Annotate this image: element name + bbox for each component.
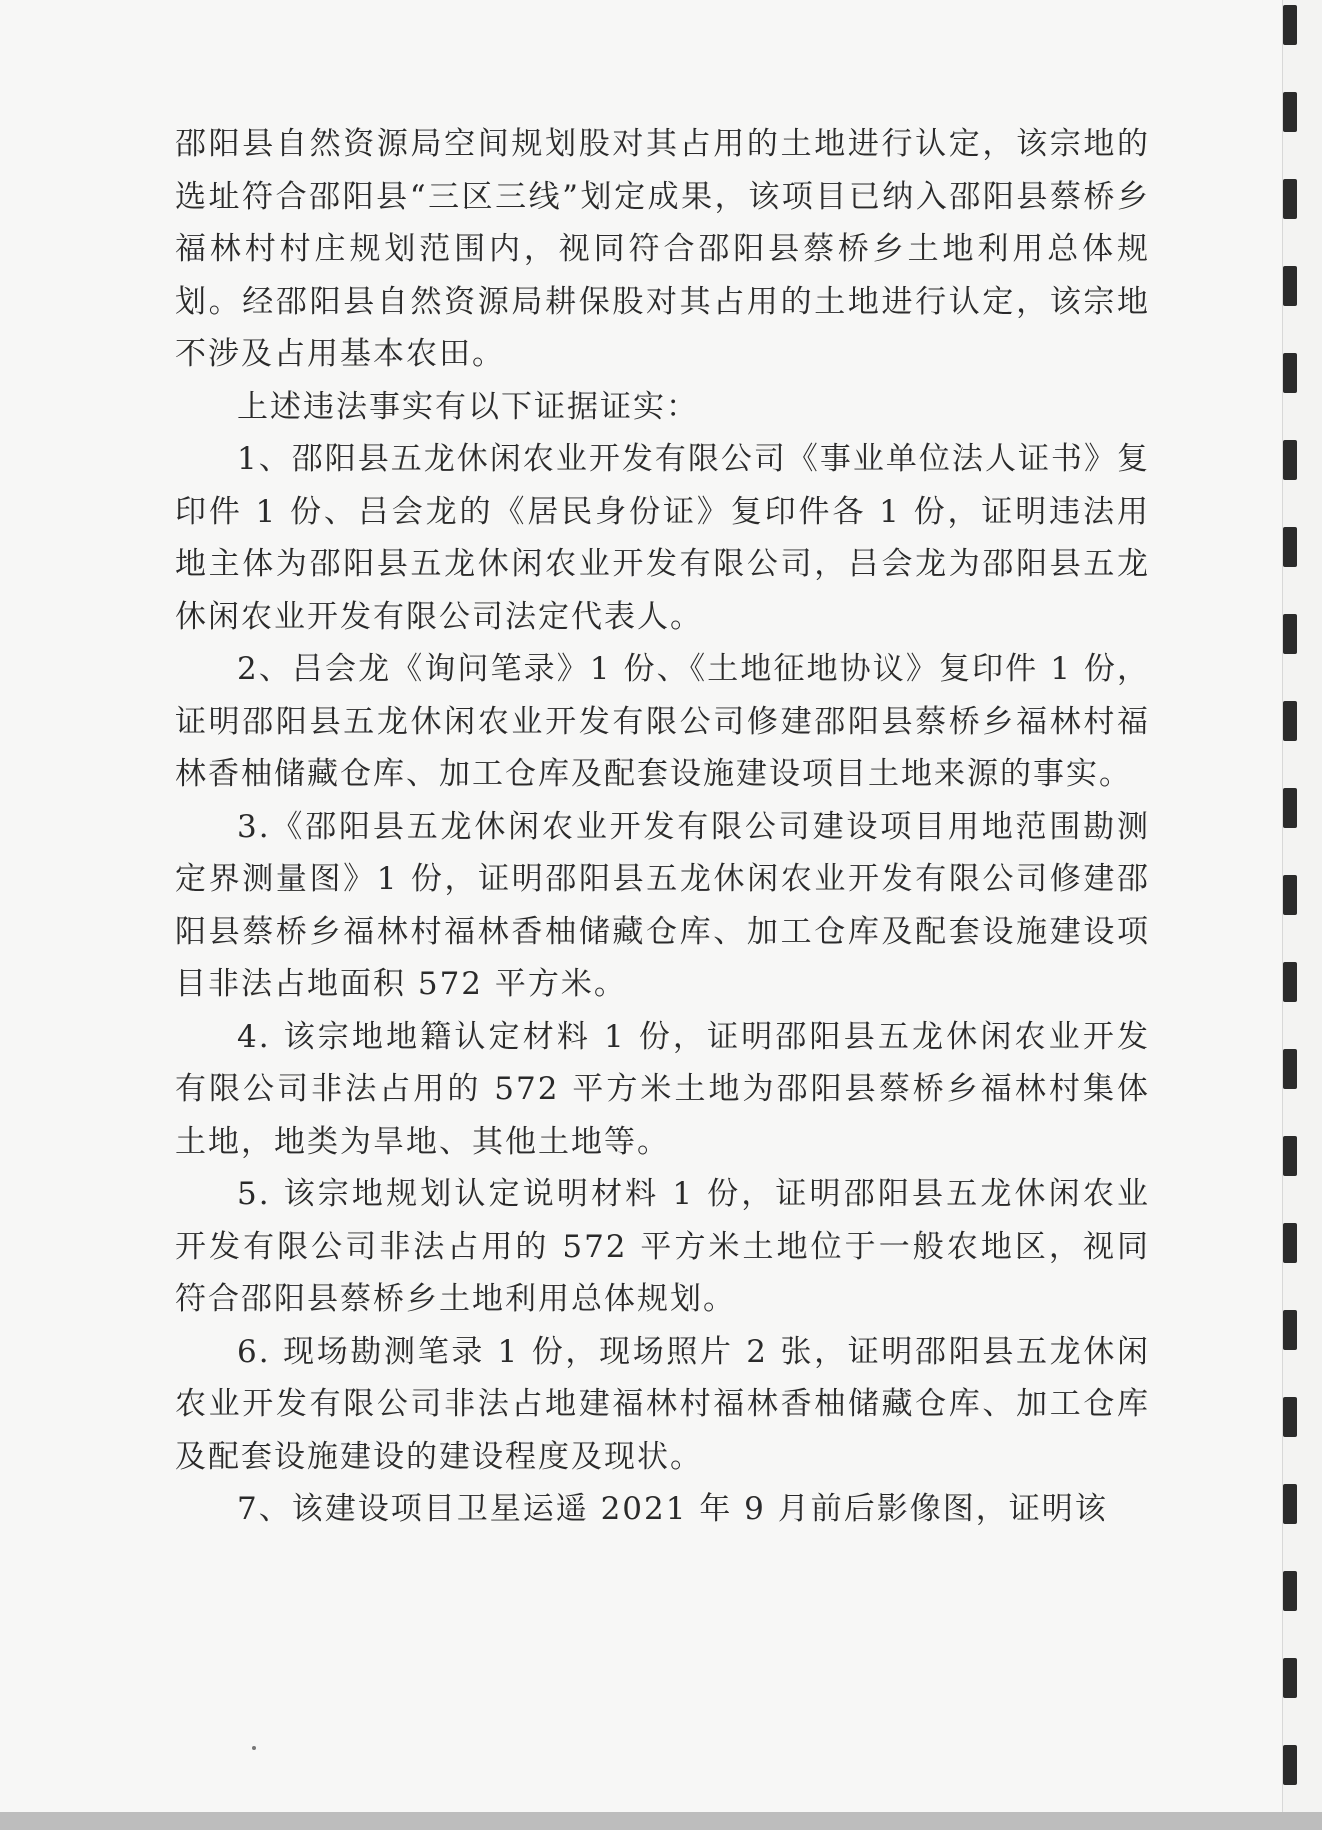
scan-bottom-edge — [0, 1812, 1322, 1830]
binding-hole — [1283, 266, 1297, 306]
binding-hole — [1283, 962, 1297, 1002]
paragraph-evidence-intro: 上述违法事实有以下证据证实： — [237, 388, 699, 425]
binding-hole — [1283, 92, 1297, 132]
scan-speck — [252, 1746, 256, 1750]
binding-hole — [1283, 1136, 1297, 1176]
paragraph-evidence-7: 7、该建设项目卫星运遥 2021 年 9 月前后影像图，证明该 — [237, 1491, 1108, 1527]
binding-hole — [1283, 1484, 1297, 1524]
binding-hole — [1283, 179, 1297, 219]
paragraph-evidence-3: 3.《邵阳县五龙休闲农业开发有限公司建设项目用地范围勘测定界测量图》1 份，证明邵阳县五龙休闲农业开发有限公司修建邵阳县蔡桥乡福林村福林香柚储藏仓库、加工仓库及配套设施建设项目非法占地面积 572 平方米。 — [175, 808, 1150, 1002]
binding-hole — [1283, 1571, 1297, 1611]
binding-hole — [1283, 1397, 1297, 1437]
binding-hole — [1283, 788, 1297, 828]
binding-hole — [1283, 5, 1297, 45]
paragraph-evidence-2: 2、吕会龙《询问笔录》1 份、《土地征地协议》复印件 1 份，证明邵阳县五龙休闲农业开发有限公司修建邵阳县蔡桥乡福林村福林香柚储藏仓库、加工仓库及配套设施建设项目土地来源的事实。 — [175, 651, 1150, 792]
binding-hole — [1283, 440, 1297, 480]
paragraph-evidence-4: 4. 该宗地地籍认定材料 1 份，证明邵阳县五龙休闲农业开发有限公司非法占用的 572 平方米土地为邵阳县蔡桥乡福林村集体土地，地类为旱地、其他土地等。 — [175, 1018, 1150, 1160]
binding-hole — [1283, 527, 1297, 567]
binding-hole — [1283, 1658, 1297, 1698]
binding-hole — [1283, 1049, 1297, 1089]
binding-hole — [1283, 875, 1297, 915]
binding-hole — [1283, 353, 1297, 393]
paragraph-evidence-6: 6. 现场勘测笔录 1 份，现场照片 2 张，证明邵阳县五龙休闲农业开发有限公司非法占地建福林村福林香柚储藏仓库、加工仓库及配套设施建设的建设程度及现状。 — [175, 1333, 1150, 1475]
binding-hole — [1283, 1223, 1297, 1263]
binding-hole — [1283, 701, 1297, 741]
binding-hole — [1283, 1310, 1297, 1350]
paragraph-evidence-5: 5. 该宗地规划认定说明材料 1 份，证明邵阳县五龙休闲农业开发有限公司非法占用的 572 平方米土地位于一般农地区，视同符合邵阳县蔡桥乡土地利用总体规划。 — [175, 1176, 1150, 1317]
binding-hole — [1283, 1745, 1297, 1785]
document-body — [175, 118, 1150, 1536]
binding-hole — [1283, 614, 1297, 654]
paragraph-evidence-1: 1、邵阳县五龙休闲农业开发有限公司《事业单位法人证书》复印件 1 份、吕会龙的《居民身份证》复印件各 1 份，证明违法用地主体为邵阳县五龙休闲农业开发有限公司，吕会龙为邵阳县五龙休闲农业开发有限公司法定代表人。 — [175, 441, 1150, 635]
paragraph-land-assessment: 邵阳县自然资源局空间规划股对其占用的土地进行认定，该宗地的选址符合邵阳县“三区三线”划定成果，该项目已纳入邵阳县蔡桥乡福林村村庄规划范围内，视同符合邵阳县蔡桥乡土地利用总体规划。经邵阳县自然资源局耕保股对其占用的土地进行认定，该宗地不涉及占用基本农田。 — [175, 126, 1150, 372]
